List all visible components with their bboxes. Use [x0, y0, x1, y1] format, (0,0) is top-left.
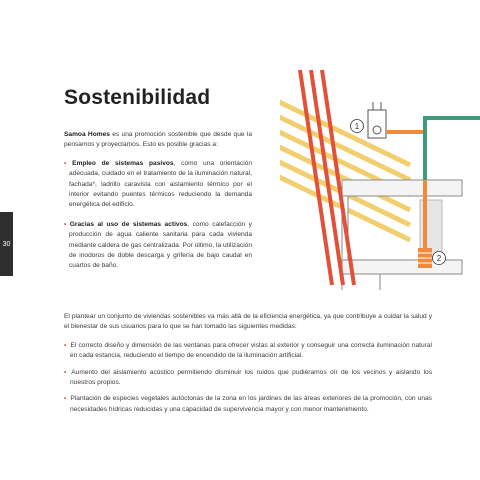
- marker-label: 2: [436, 254, 442, 263]
- intro-column: [64, 130, 252, 281]
- measures-intro: El plantear un conjunto de viviendas sostenibles va más allá de la eficiencia energética, ya que contribuye a cuidar la salud y el bienestar de sus usuarios para lo que se han tomado las siguientes medidas:: [64, 313, 432, 331]
- bullet-marker: •: [64, 395, 67, 403]
- list-item-bold: Empleo de sistemas pasivos: [72, 159, 174, 167]
- list-item-text: , como calefacción y producción de agua caliente sanitaria para cada vivienda mediante caldera de gas centralizada. Por último, la utilización de inodoros de doble descarga y grifería de bajo caudal en cuartos de baño.: [69, 220, 252, 270]
- bullet-marker: •: [64, 159, 67, 167]
- measures-list: [64, 341, 432, 415]
- list-item-bold: Gracias al uso de sistemas activos: [69, 220, 188, 228]
- marker-label: 1: [354, 122, 360, 131]
- boiler: [368, 102, 386, 138]
- marker-1: [351, 120, 364, 133]
- list-item-text: Aumento del aislamiento acústico permitiendo disminuir los ruidos que pudiéramos oír de los vecinos y aislando los nuestros propios.: [70, 368, 433, 387]
- list-item: [64, 220, 252, 272]
- measures-section: [64, 312, 432, 421]
- list-item: [64, 159, 252, 211]
- water-tank: [418, 248, 432, 268]
- list-item: [64, 341, 432, 362]
- intro-paragraph: [64, 130, 252, 151]
- page-title: Sostenibilidad: [64, 86, 211, 109]
- bullet-marker: •: [64, 341, 67, 349]
- page-number: 30: [2, 240, 11, 248]
- list-item-text: El correcto diseño y dimensión de las ventanas para ofrecer vistas al exterior y conseguir una correcta iluminación natural en cada estancia, reduciendo el tiempo de encendido de la iluminación artificial.: [70, 341, 432, 360]
- intro-brand: Samoa Homes: [64, 131, 110, 138]
- upper-slab: [342, 180, 462, 196]
- list-item: [64, 394, 432, 415]
- list-item-text: Plantación de especies vegetales autóctonas de la zona en los jardines de las áreas exteriores de la promoción, con unas necesidades hídricas reducidas y una capacidad de supervivencia mayor y con menor mantenimiento.: [70, 395, 432, 413]
- list-item: [64, 368, 432, 389]
- systems-list: [64, 159, 252, 272]
- bullet-marker: •: [64, 368, 67, 376]
- list-item-text: , como una orientación adecuada, cuidado en el tratamiento de la iluminación natural, fachada*, ladrillo caravista con aislamiento térmico por el interior evitando puentes térmicos reduciendo la demanda energética del edificio.: [69, 159, 253, 209]
- page-number-tab: [0, 212, 13, 276]
- intro-text: es una promoción sostenible que desde que la pensamos y proyectamos. Esto es posible gracias a:: [64, 131, 252, 149]
- bullet-marker: •: [64, 220, 67, 228]
- marker-2: [433, 252, 446, 265]
- gas-pipe: [425, 118, 480, 180]
- building-section-diagram: [280, 60, 480, 290]
